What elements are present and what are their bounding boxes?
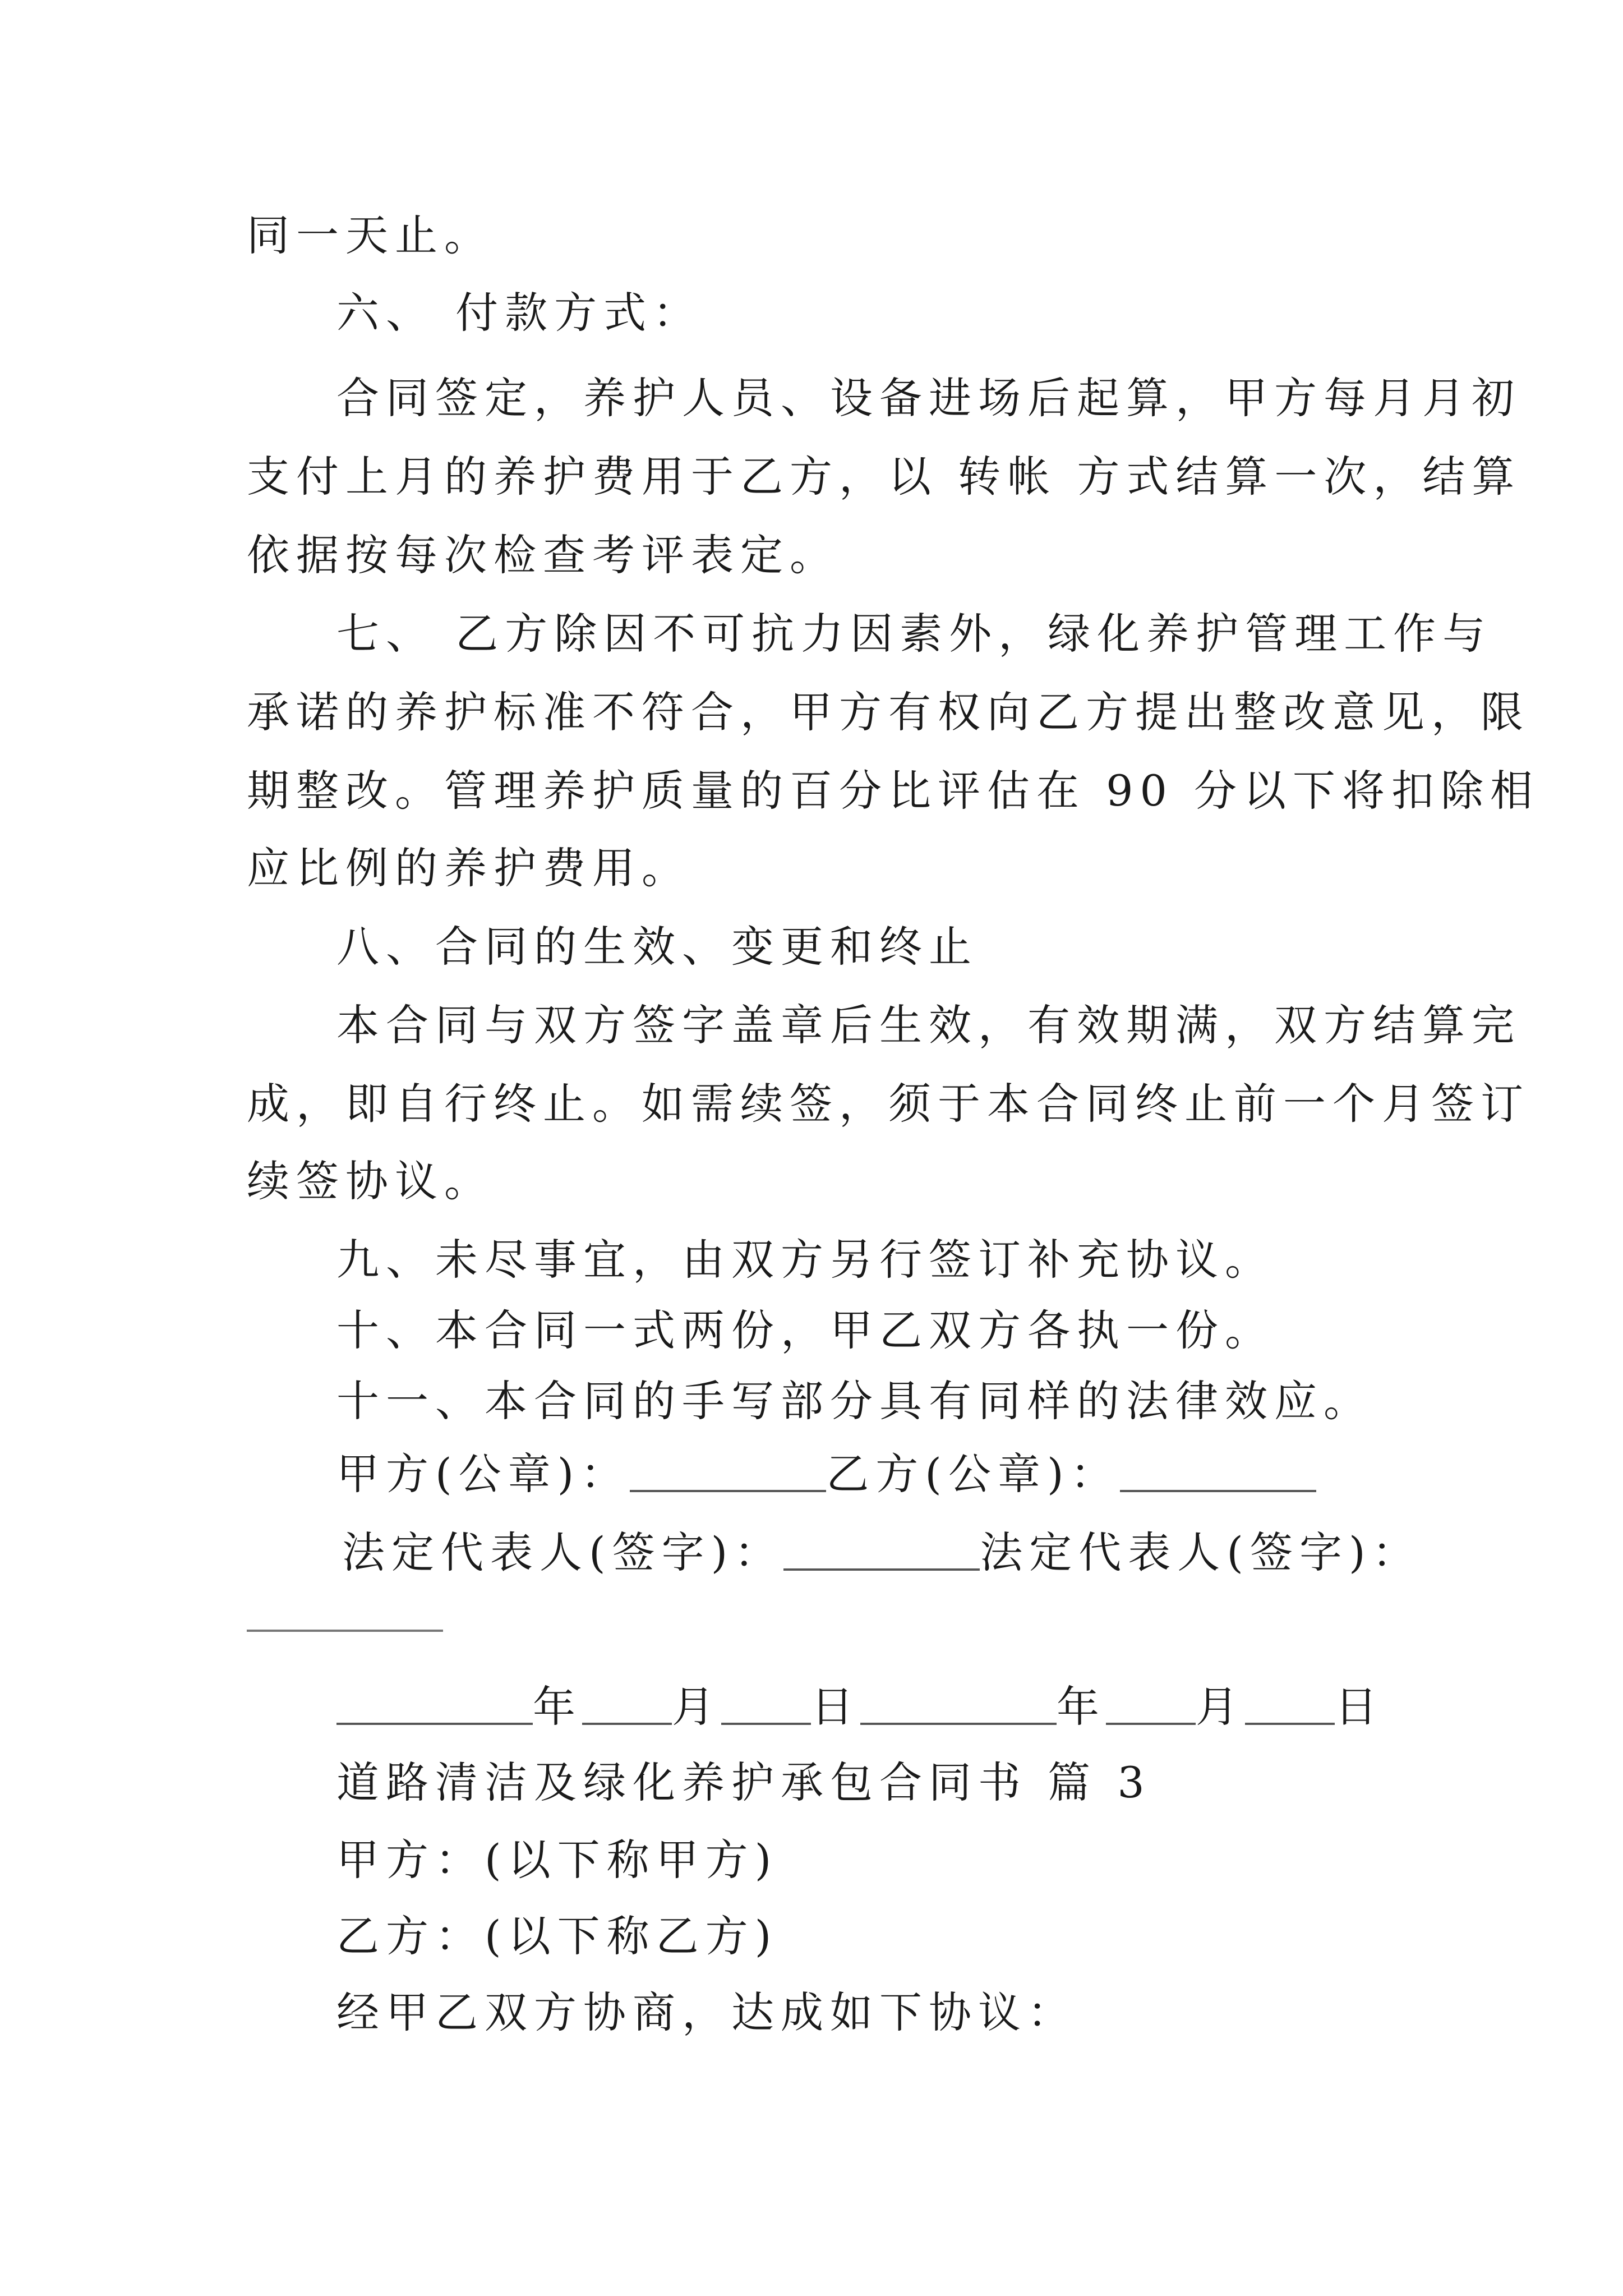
month-label: 月: [672, 1682, 721, 1732]
text-line: 本合同与双方签字盖章后生效，有效期满，双方结算完: [336, 1000, 1521, 1050]
representative-line: [342, 1526, 1422, 1580]
party-b-line: 乙方：(以下称乙方): [336, 1911, 778, 1961]
day-label: 日: [811, 1682, 860, 1732]
text-line: 同一天止。: [247, 210, 494, 260]
text-line: 成，即自行终止。如需续签，须于本合同终止前一个月签订: [247, 1079, 1530, 1129]
text-line: 九、未尽事宜，由双方另行签订补充协议。: [336, 1235, 1274, 1285]
seal-line: [336, 1447, 1316, 1501]
rep-b-label: 法定代表人(签字)：: [980, 1527, 1422, 1577]
party-b-seal-label: 乙方(公章)：: [826, 1449, 1120, 1499]
agreement-intro: 经甲乙双方协商，达成如下协议：: [336, 1987, 1077, 2037]
day-b-blank: [1245, 1687, 1335, 1725]
text-line: 依据按每次检查考评表定。: [247, 530, 839, 580]
party-a-seal-label: 甲方(公章)：: [336, 1449, 630, 1499]
party-a-seal-blank: [630, 1454, 826, 1492]
year-b-blank: [860, 1687, 1057, 1725]
text-line: 期整改。管理养护质量的百分比评估在 90 分以下将扣除相: [247, 766, 1540, 816]
section-heading: 八、合同的生效、变更和终止: [336, 922, 978, 972]
text-line: 承诺的养护标准不符合，甲方有权向乙方提出整改意见，限: [247, 687, 1530, 737]
month-b-blank: [1106, 1687, 1196, 1725]
year-label: 年: [533, 1682, 582, 1732]
text-line: 十一、本合同的手写部分具有同样的法律效应。: [336, 1376, 1373, 1426]
rep-a-blank: [783, 1533, 980, 1571]
party-b-seal-blank: [1120, 1454, 1316, 1492]
text-line: 合同签定，养护人员、设备进场后起算，甲方每月月初: [336, 373, 1521, 423]
date-line: [336, 1680, 1384, 1734]
text-line: 十、本合同一式两份，甲乙双方各执一份。: [336, 1305, 1274, 1355]
day-a-blank: [721, 1687, 811, 1725]
text-line: 应比例的养护费用。: [247, 843, 691, 893]
section-heading: 六、 付款方式：: [336, 288, 703, 338]
month-a-blank: [582, 1687, 672, 1725]
text-line: 支付上月的养护费用于乙方，以 转帐 方式结算一次，结算: [247, 452, 1521, 501]
text-line: 续签协议。: [247, 1156, 494, 1206]
rep-b-blank: [247, 1630, 443, 1632]
text-line: 七、 乙方除因不可抗力因素外，绿化养护管理工作与: [336, 609, 1492, 659]
month-label: 月: [1196, 1682, 1245, 1732]
day-label: 日: [1335, 1682, 1384, 1732]
part-3-title: 道路清洁及绿化养护承包合同书 篇 3: [336, 1757, 1151, 1807]
year-a-blank: [336, 1687, 533, 1725]
rep-a-label: 法定代表人(签字)：: [342, 1527, 784, 1577]
year-label: 年: [1057, 1682, 1106, 1732]
party-a-line: 甲方：(以下称甲方): [336, 1835, 778, 1885]
